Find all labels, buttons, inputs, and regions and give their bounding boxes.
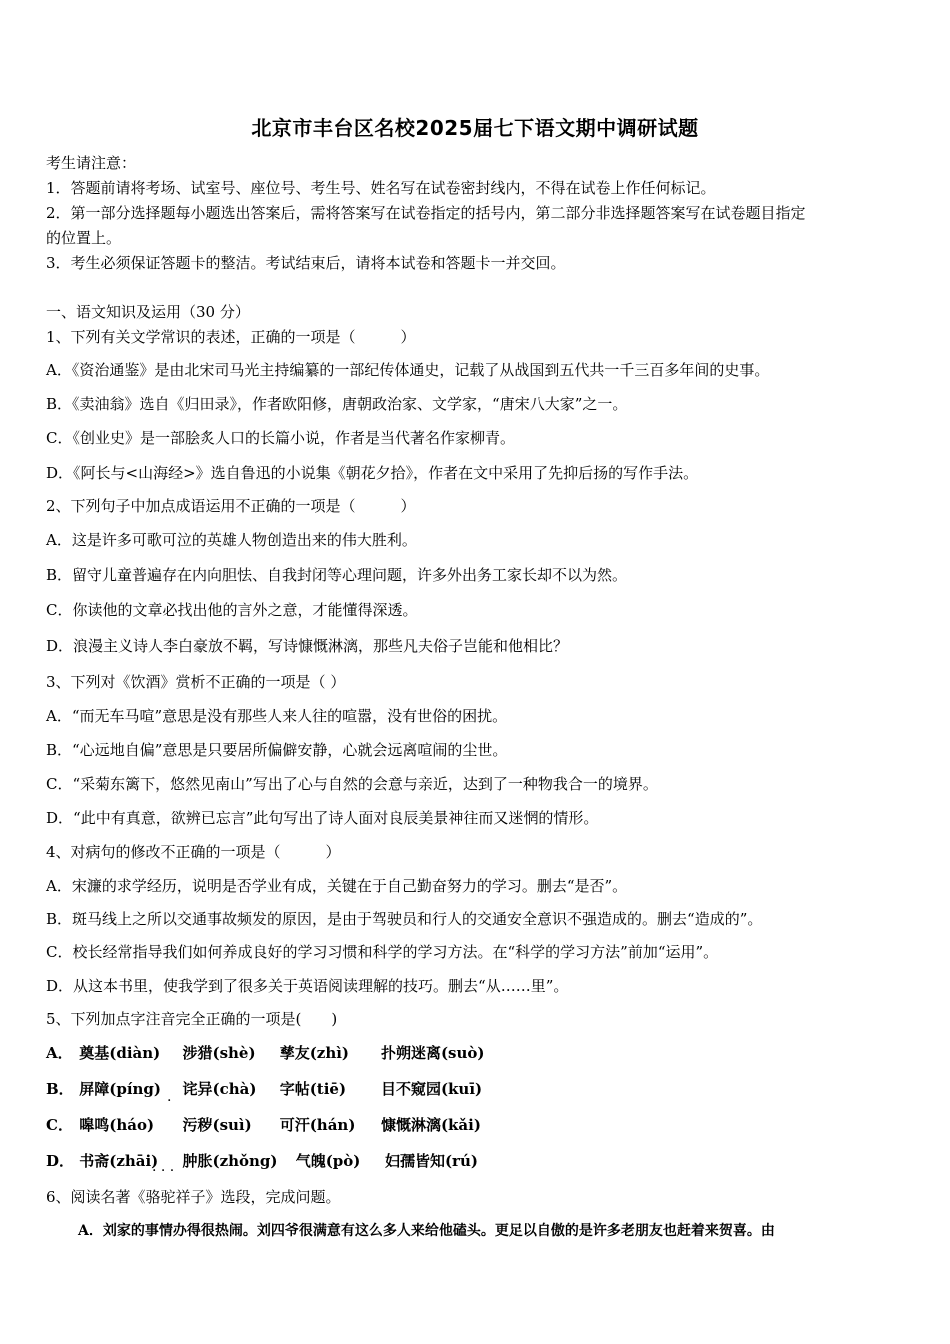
notice-line-3: 3．考生必须保证答题卡的整洁。考试结束后，请将本试卷和答题卡一并交回。 — [46, 254, 566, 272]
q2-option-a: A．这是许多可歌可泣的英雄人物创造出来的伟大胜利。 — [46, 531, 417, 549]
q4-option-b: B．斑马线上之所以交通事故频发的原因，是由于驾驶员和行人的交通安全意识不强造成的。删去“造成的”。 — [46, 910, 763, 928]
notice-line-2a: 2．第一部分选择题每小题选出答案后，需将答案写在试卷指定的括号内，第二部分非选择题答案写在试卷题目指定 — [46, 204, 806, 222]
q2-option-c: C．你读他的文章必找出他的言外之意，才能懂得深透。 — [46, 601, 418, 619]
q5-option-b — [46, 1079, 482, 1099]
q5-option-c-item-4: 慷慨淋漓(kǎi) — [380, 1116, 481, 1134]
notice-line-1: 1．答题前请将考场、试室号、座位号、考生号、姓名写在试卷密封线内，不得在试卷上作任何标记。 — [46, 179, 716, 197]
q6-passage: A．刘家的事情办得很热闹。刘四爷很满意有这么多人来给他磕头。更足以自傲的是许多老朋友也赶着来贺喜。由 — [78, 1223, 775, 1239]
q3-option-c: C．“采菊东篱下，悠然见南山”写出了心与自然的会意与亲近，达到了一种物我合一的境界。 — [46, 775, 658, 793]
q2-option-b: B．留守儿童普遍存在内向胆怯、自我封闭等心理问题，许多外出务工家长却不以为然。 — [46, 566, 628, 584]
q5-option-a-item-2: 涉猎(shè) — [182, 1044, 256, 1062]
section-heading: 一、语文知识及运用（30 分） — [46, 303, 250, 321]
q5-option-d-item-3: 气魄(pò) — [295, 1152, 361, 1170]
q5-option-b-item-1: 屏障(píng) — [79, 1080, 162, 1098]
q5-option-a-letter: A． — [46, 1044, 73, 1062]
q3-option-d: D．“此中有真意，欲辨已忘言”此句写出了诗人面对良辰美景神往而又迷惘的情形。 — [46, 809, 599, 827]
q1-option-a: A．《资治通鉴》是由北宋司马光主持编纂的一部纪传体通史，记载了从战国到五代共一千三百多年间的史事。 — [46, 361, 770, 379]
q5-stem: 5、下列加点字注音完全正确的一项是( ) — [46, 1010, 338, 1028]
q4-option-d: D．从这本书里，使我学到了很多关于英语阅读理解的技巧。删去“从……里”。 — [46, 977, 569, 995]
q5-option-b-letter: B． — [46, 1080, 74, 1098]
q5-option-d-item-1: 书斋(zhāi) — [79, 1152, 159, 1170]
q5-option-c — [46, 1115, 481, 1135]
q5-option-d-letter: D． — [46, 1152, 75, 1170]
q5-option-b-item-4: 目不窥园(kuī) — [380, 1080, 483, 1098]
q1-option-c: C．《创业史》是一部脍炙人口的长篇小说，作者是当代著名作家柳青。 — [46, 429, 515, 447]
q5-option-c-item-2: 污秽(suì) — [182, 1116, 252, 1134]
q2-stem: 2、下列句子中加点成语运用不正确的一项是（ ） — [46, 497, 416, 515]
q5-option-c-item-3: 可汗(hán) — [279, 1116, 356, 1134]
emphasis-dots: . . . — [152, 1159, 175, 1175]
q3-stem: 3、下列对《饮酒》赏析不正确的一项是（ ） — [46, 673, 346, 691]
q5-option-a-item-3: 孳友(zhì) — [279, 1044, 350, 1062]
q6-stem: 6、阅读名著《骆驼祥子》选段，完成问题。 — [46, 1188, 341, 1206]
q1-stem: 1、下列有关文学常识的表述，正确的一项是（ ） — [46, 328, 416, 346]
q5-option-c-letter: C． — [46, 1116, 73, 1134]
emphasis-dot: . — [167, 1089, 172, 1105]
q5-option-a-item-4: 扑朔迷离(suò) — [380, 1044, 485, 1062]
q5-option-c-item-1: 嗥鸣(háo) — [79, 1116, 155, 1134]
q2-option-d: D．浪漫主义诗人李白豪放不羁，写诗慷慨淋漓，那些凡夫俗子岂能和他相比？ — [46, 637, 569, 655]
q4-stem: 4、对病句的修改不正确的一项是（ ） — [46, 843, 341, 861]
q5-option-d-item-4: 妇孺皆知(rú) — [384, 1152, 478, 1170]
q5-option-b-item-2: 诧异(chà) — [182, 1080, 257, 1098]
q1-option-b: B．《卖油翁》选自《归田录》，作者欧阳修，唐朝政治家、文学家，“唐宋八大家”之一。 — [46, 395, 628, 413]
q5-option-a — [46, 1043, 485, 1063]
notice-heading: 考生请注意： — [46, 154, 137, 172]
page-title: 北京市丰台区名校2025届七下语文期中调研试题 — [251, 116, 699, 140]
q5-option-a-item-1: 奠基(diàn) — [79, 1044, 161, 1062]
q4-option-c: C．校长经常指导我们如何养成良好的学习习惯和科学的学习方法。在“科学的学习方法”前加“运用”。 — [46, 943, 719, 961]
q5-option-d-item-2: 肿胀(zhǒng) — [182, 1152, 278, 1170]
q5-option-b-item-3: 字帖(tiē) — [279, 1080, 347, 1098]
q1-option-d: D．《阿长与<山海经>》选自鲁迅的小说集《朝花夕拾》，作者在文中采用了先抑后扬的写作手法。 — [46, 464, 699, 482]
q3-option-b: B．“心远地自偏”意思是只要居所偏僻安静，心就会远离喧闹的尘世。 — [46, 741, 508, 759]
notice-line-2b: 的位置上。 — [46, 229, 122, 247]
q4-option-a: A．宋濂的求学经历，说明是否学业有成，关键在于自己勤奋努力的学习。删去“是否”。 — [46, 877, 628, 895]
q5-option-d — [46, 1151, 478, 1171]
q3-option-a: A．“而无车马喧”意思是没有那些人来人往的喧嚣，没有世俗的困扰。 — [46, 707, 508, 725]
